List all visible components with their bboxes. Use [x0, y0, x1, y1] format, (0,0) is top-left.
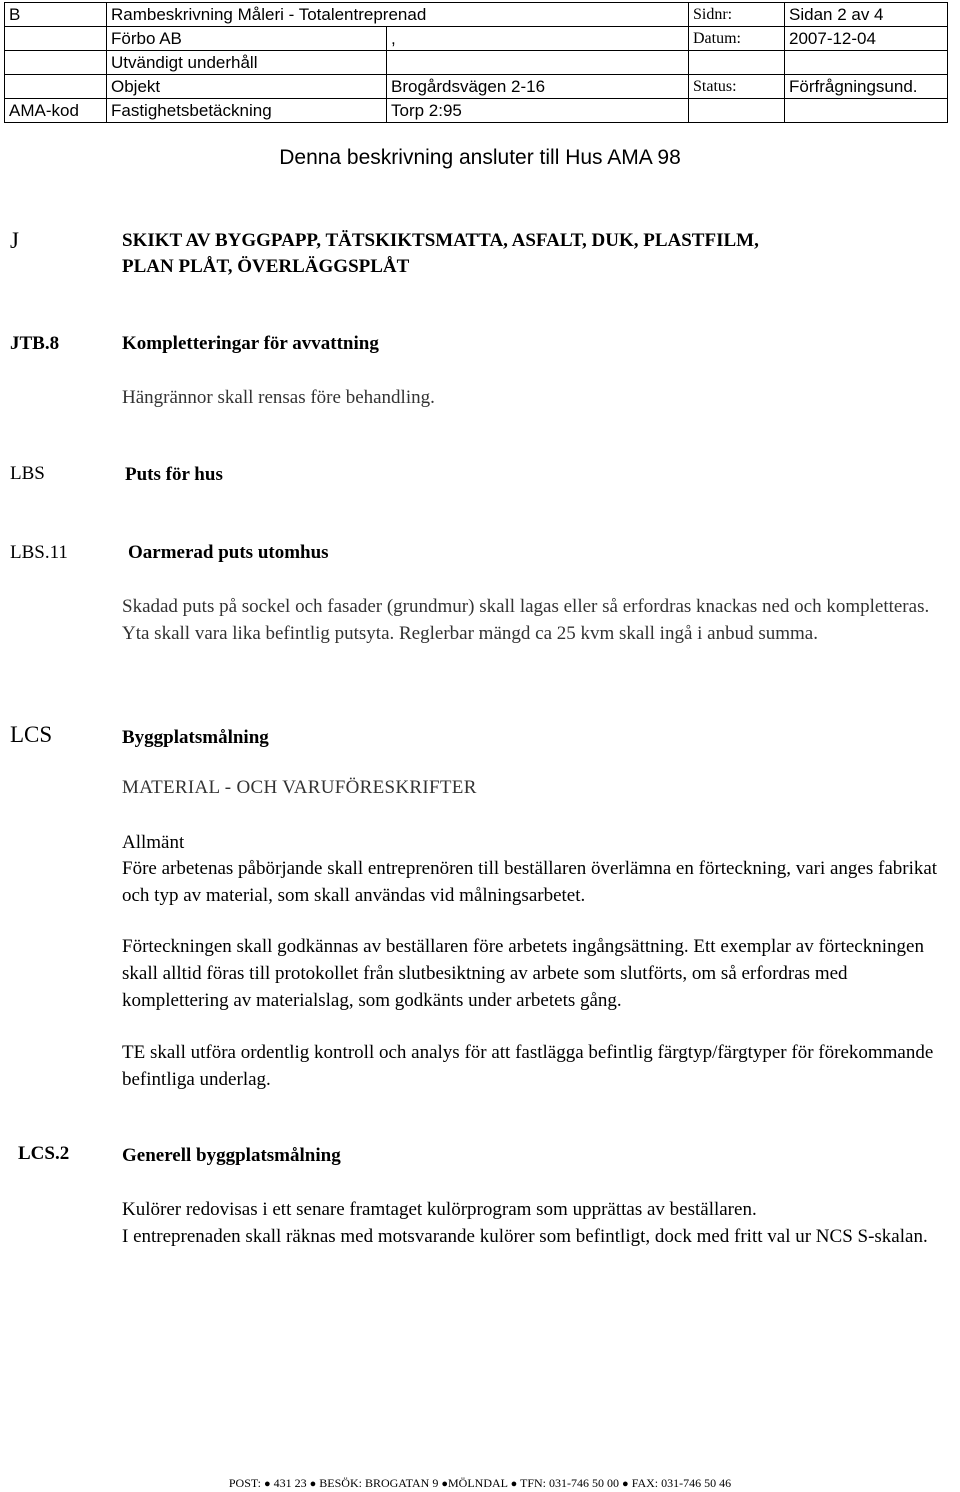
footer-label: BESÖK: [319, 1476, 362, 1490]
section-code: LCS [10, 722, 53, 747]
section-text: TE skall utföra ordentlig kontroll och analys för att fastlägga befintlig färgtyp/färgtyper för förekommande befintliga underlag. [122, 1042, 934, 1090]
section-code: J [10, 228, 19, 253]
section-text: Före arbetenas påbörjande skall entreprenören till beställaren överlämna en förteckning, vari anges fabrikat och typ av material, som skall användas vid målningsarbetet. [122, 858, 938, 906]
section-code: LCS.2 [18, 1143, 70, 1164]
header-row [5, 99, 948, 123]
bullet-icon: ● [441, 1478, 448, 1490]
header-cell: B [5, 3, 107, 27]
contact-footer [0, 1476, 960, 1491]
section-text [122, 1196, 952, 1250]
header-cell [5, 51, 107, 75]
bullet-icon: ● [510, 1478, 518, 1490]
footer-value: 431 23 [273, 1476, 307, 1490]
section-heading-line: SKIKT AV BYGGPAPP, TÄTSKIKTSMATTA, ASFALT, DUK, PLASTFILM, [122, 230, 759, 251]
footer-value: 031-746 50 46 [661, 1476, 732, 1490]
header-cell [387, 51, 689, 75]
section-code: LBS [10, 463, 45, 484]
footer-value: BROGATAN 9 [364, 1476, 439, 1490]
section-text-line: I entreprenaden skall räknas med motsvarande kulörer som befintligt, dock med fritt val ur NCS S-skalan. [122, 1226, 928, 1247]
property-designation: Torp 2:95 [387, 99, 689, 123]
document-title: Rambeskrivning Måleri - Totalentreprenad [107, 3, 689, 27]
section-text: Hängrännor skall rensas före behandling. [122, 387, 435, 408]
object-address: Brogårdsvägen 2-16 [387, 75, 689, 99]
project-scope: Utvändigt underhåll [107, 51, 387, 75]
section-subtitle: MATERIAL - OCH VARUFÖRESKRIFTER [122, 777, 477, 798]
header-row [5, 51, 948, 75]
section-heading: Byggplatsmålning [122, 727, 269, 748]
header-cell: , [387, 27, 689, 51]
footer-label: FAX: [631, 1476, 659, 1490]
header-cell [5, 27, 107, 51]
section-heading [122, 228, 922, 280]
header-label: Fastighetsbetäckning [107, 99, 387, 123]
subsection-heading: Allmänt [122, 832, 185, 853]
header-row [5, 27, 948, 51]
section-text-line: Kulörer redovisas i ett senare framtaget kulörprogram som upprättas av beställaren. [122, 1199, 757, 1220]
section-heading: Kompletteringar för avvattning [122, 333, 379, 354]
header-cell [689, 51, 785, 75]
section-heading: Puts för hus [125, 464, 223, 485]
footer-value: 031-746 50 00 [549, 1476, 620, 1490]
section-heading-line: PLAN PLÅT, ÖVERLÄGGSPLÅT [122, 256, 410, 277]
header-cell [689, 99, 785, 123]
section-code: LBS.11 [10, 542, 68, 563]
header-row [5, 3, 948, 27]
section-text: Skadad puts på sockel och fasader (grundmur) skall lagas eller så erfordras knackas ned och kompletteras. Yta skall vara lika befintlig putsyta. Reglerbar mängd ca 25 kvm skall ingå i anbud summa. [122, 596, 930, 644]
header-label: Objekt [107, 75, 387, 99]
bullet-icon: ● [622, 1478, 629, 1490]
page-number: Sidan 2 av 4 [785, 3, 948, 27]
header-table [4, 2, 948, 123]
footer-label: TFN: [520, 1476, 547, 1490]
header-label: AMA-kod [5, 99, 107, 123]
client-name: Förbo AB [107, 27, 387, 51]
header-cell [5, 75, 107, 99]
section-text: Förteckningen skall godkännas av beställaren före arbetets ingångsättning. Ett exemplar av förteckningen skall alltid föras till protokollet från slutbesiktning av arbete som slutförts, om så erfordras med komplettering av materialslag, som godkänts under arbetets gång. [122, 936, 924, 1011]
bullet-icon: ● [263, 1478, 271, 1490]
header-cell [785, 51, 948, 75]
document-date: 2007-12-04 [785, 27, 948, 51]
section-heading: Generell byggplatsmålning [122, 1145, 341, 1166]
footer-value: MÖLNDAL [448, 1476, 508, 1490]
document-status: Förfrågningsund. [785, 75, 948, 99]
header-label: Sidnr: [689, 3, 785, 27]
footer-label: POST: [228, 1476, 261, 1490]
ama-reference: Denna beskrivning ansluter till Hus AMA 98 [279, 146, 681, 169]
header-row [5, 75, 948, 99]
header-label: Datum: [689, 27, 785, 51]
section-code: JTB.8 [10, 333, 60, 354]
bullet-icon: ● [309, 1478, 317, 1490]
header-cell [785, 99, 948, 123]
header-label: Status: [689, 75, 785, 99]
section-heading: Oarmerad puts utomhus [128, 542, 329, 563]
